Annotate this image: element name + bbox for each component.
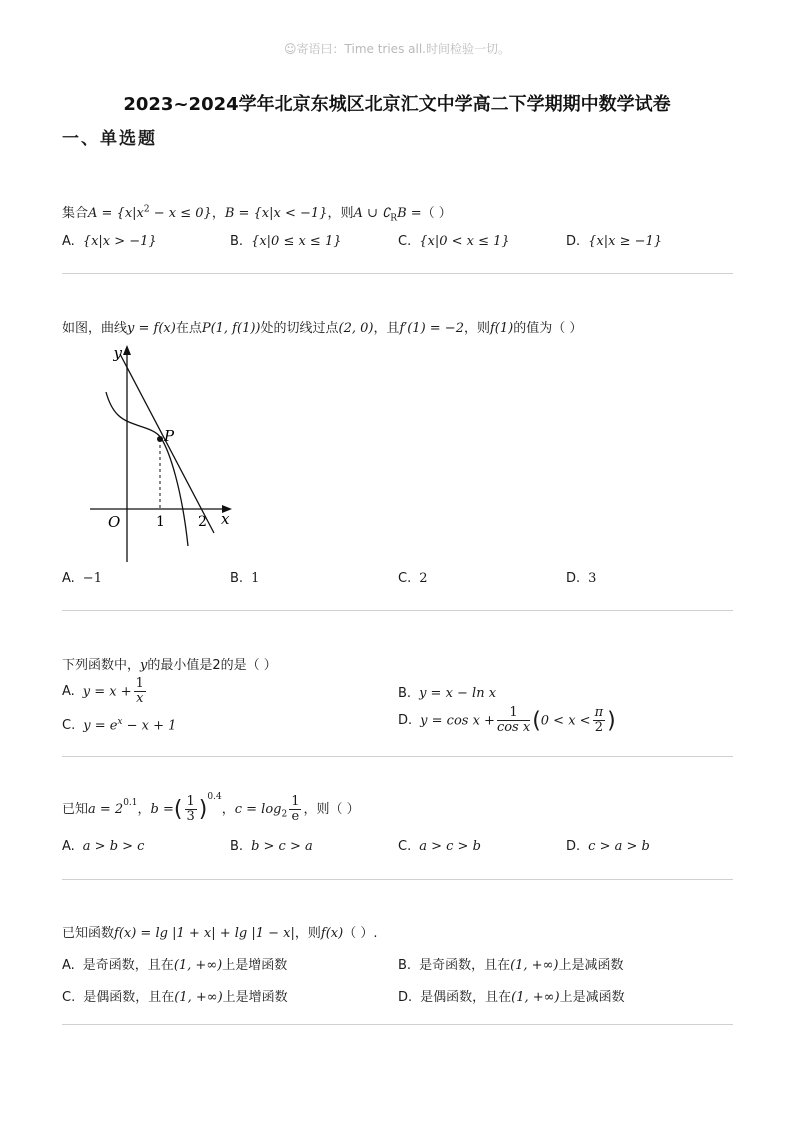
- q1-set-a: [88, 206, 212, 221]
- fraction: [289, 795, 301, 825]
- q2-option-c[interactable]: [398, 571, 428, 586]
- fraction: [185, 795, 197, 825]
- option-math: (1, +∞): [174, 990, 223, 1005]
- q2-math-4: f′(1) = −2: [399, 321, 464, 336]
- q3-math-1: y: [140, 658, 148, 673]
- q4-comma: ，: [221, 802, 235, 817]
- q4-a-exp: 0.1: [123, 798, 138, 808]
- option-text-rest: 上是减函数: [559, 990, 625, 1005]
- q3-text-1: 下列函数中，: [62, 658, 141, 673]
- q5-option-c[interactable]: [62, 986, 288, 1005]
- q3-text-2: 的最小值是2的是（ ）: [147, 658, 277, 673]
- option-text: y = x +: [82, 684, 132, 700]
- fraction: [134, 677, 146, 707]
- question-divider: [62, 273, 733, 274]
- q2-math-3: (2, 0): [338, 321, 374, 336]
- option-label: B.: [230, 234, 244, 249]
- option-label: C.: [398, 571, 412, 586]
- section-heading: 一、单选题: [62, 129, 157, 149]
- q5-text-2: ，则: [294, 926, 321, 941]
- q1-set-b: B = {x|x < −1}: [224, 206, 328, 221]
- question-divider: [62, 756, 733, 757]
- option-text: 3: [588, 571, 597, 586]
- option-label: A.: [62, 839, 75, 854]
- q4-c-base: 2: [281, 809, 288, 820]
- numerator: 1: [186, 793, 195, 809]
- q2-option-b[interactable]: [230, 571, 259, 586]
- q4-option-c[interactable]: [398, 839, 481, 854]
- question-4-stem: 已知$a = 2^{0.1}$，b =( $\frac{1}{3}$ )$^{0.4}$，$c = \log_2$ $\frac{1}{e}$ ，则（ ）: [62, 792, 360, 824]
- q5-math-1: f(x) = lg |1 + x| + lg |1 − x|: [114, 926, 295, 941]
- question-divider: [62, 879, 733, 880]
- q5-option-b[interactable]: [398, 954, 624, 973]
- denominator: x: [136, 691, 144, 707]
- q1-option-a[interactable]: [62, 234, 157, 249]
- option-label: D.: [566, 234, 581, 249]
- q2-option-d[interactable]: [566, 571, 596, 586]
- q2-math-5: f(1): [489, 321, 514, 336]
- condition: 0 < x <: [540, 713, 591, 729]
- q4-b: b =: [150, 802, 174, 817]
- q2-text-4: ，且: [373, 321, 400, 336]
- q2-text-6: 的值为（ ）: [513, 321, 583, 336]
- q1-expr-sub: R: [390, 213, 398, 224]
- numerator: π: [594, 705, 604, 720]
- q1-set-a-exp: 2: [143, 204, 150, 215]
- option-label: C.: [62, 990, 76, 1005]
- option-text: {x|0 ≤ x ≤ 1}: [251, 234, 342, 249]
- option-label: D.: [398, 713, 413, 729]
- q1-expression: [353, 206, 422, 224]
- q2-option-a[interactable]: [62, 571, 102, 586]
- origin-label: O: [108, 513, 121, 531]
- fraction: [497, 706, 530, 736]
- y-axis-arrow: [123, 345, 131, 355]
- option-label: A.: [62, 571, 75, 586]
- q4-option-b[interactable]: [230, 839, 313, 854]
- question-1-stem: [62, 202, 452, 224]
- question-divider: [62, 1024, 733, 1025]
- q2-graph: [84, 340, 244, 570]
- option-math: (1, +∞): [510, 958, 559, 973]
- q1-expr-rest: B =: [397, 206, 422, 221]
- option-text: {x|x ≥ −1}: [588, 234, 663, 249]
- q2-text-2: 在点: [175, 321, 202, 336]
- denominator: 2: [594, 720, 603, 736]
- option-text-rest: 上是增函数: [222, 990, 288, 1005]
- q2-text-3: 处的切线过点: [260, 321, 339, 336]
- p-label: P: [164, 427, 175, 445]
- option-label: B.: [230, 571, 244, 586]
- exponent: x: [117, 717, 123, 727]
- option-label: C.: [62, 718, 76, 734]
- numerator: 1: [497, 706, 530, 721]
- option-text: 是奇函数，且在: [82, 958, 174, 973]
- denominator: cos x: [496, 720, 531, 736]
- q1-mid: ，则: [327, 206, 354, 221]
- q1-sep: ，: [211, 206, 225, 221]
- q2-math-2: P(1, f(1)): [201, 321, 261, 336]
- point-p: [157, 436, 163, 442]
- q5-text-3: （ ）.: [343, 926, 378, 941]
- q2-text-1: 如图，曲线: [62, 321, 128, 336]
- q4-text-1: 已知: [62, 802, 89, 817]
- option-text: 1: [251, 571, 260, 586]
- option-label: D.: [398, 990, 413, 1005]
- option-label: B.: [398, 958, 412, 973]
- q3-option-b[interactable]: [398, 686, 496, 701]
- q4-option-a[interactable]: [62, 839, 144, 854]
- question-divider: [62, 610, 733, 611]
- option-text: y = x − ln x: [419, 686, 497, 701]
- option-text: y = cos x +: [420, 713, 495, 729]
- q5-option-a[interactable]: [62, 954, 287, 973]
- option-label: B.: [398, 686, 412, 701]
- q2-text-5: ，则: [463, 321, 490, 336]
- q1-expr-text: A ∪ ∁: [353, 206, 391, 221]
- option-text: 是奇函数，且在: [419, 958, 511, 973]
- q4-a: a = 2: [88, 802, 124, 817]
- page-title: 2023~2024学年北京东城区北京汇文中学高二下学期期中数学试卷: [123, 94, 671, 115]
- option-label: D.: [566, 839, 581, 854]
- q3-option-c[interactable]: [62, 717, 176, 733]
- q4-tail: ，则（ ）: [303, 802, 360, 817]
- fraction: [593, 706, 606, 736]
- q1-option-d[interactable]: [566, 234, 662, 249]
- option-text: 2: [419, 571, 428, 586]
- watermark: ☺寄语曰：Time tries all.时间检验一切。: [284, 42, 510, 56]
- option-math: (1, +∞): [173, 958, 223, 973]
- q2-math-1: y = f(x): [127, 321, 176, 336]
- q4-option-d[interactable]: [566, 839, 650, 854]
- option-text-rest: − x + 1: [122, 718, 177, 734]
- numerator: 1: [291, 793, 300, 809]
- option-label: C.: [398, 234, 412, 249]
- option-label: D.: [566, 571, 581, 586]
- q1-option-c[interactable]: [398, 234, 510, 249]
- option-math: (1, +∞): [511, 990, 560, 1005]
- q4-b-exp: 0.4: [207, 792, 222, 802]
- option-label: A.: [62, 234, 75, 249]
- question-3-stem: [62, 654, 277, 673]
- q5-text-1: 已知函数: [62, 926, 115, 941]
- option-text: a > c > b: [419, 839, 481, 854]
- q1-option-b[interactable]: [230, 234, 342, 249]
- q5-option-d[interactable]: [398, 986, 625, 1005]
- question-2-stem: [62, 317, 582, 336]
- tick-2-label: 2: [198, 514, 207, 530]
- option-text-rest: 上是增函数: [222, 958, 288, 973]
- option-text: −1: [82, 571, 102, 586]
- y-label: y: [113, 344, 122, 362]
- q1-set-a-text: A = {x|x: [88, 206, 144, 221]
- option-label: A.: [62, 958, 75, 973]
- q1-pre: 集合: [62, 206, 89, 221]
- q5-math-2: f(x): [320, 926, 344, 941]
- tick-1-label: 1: [156, 514, 165, 530]
- option-label: C.: [398, 839, 412, 854]
- denominator: e: [291, 809, 300, 824]
- denominator: 3: [186, 809, 195, 824]
- q1-tail: （ ）: [421, 206, 452, 221]
- option-label: A.: [62, 684, 75, 700]
- option-text: 是偶函数，且在: [83, 990, 175, 1005]
- option-text: {x|0 < x ≤ 1}: [419, 234, 510, 249]
- numerator: 1: [135, 676, 144, 691]
- q3-option-d[interactable]: D. y = cos x + $\frac{1}{\text{cos x}}$ (0 < x < $\frac{\pi}{2}$ ): [398, 705, 616, 736]
- option-text: {x|x > −1}: [82, 234, 157, 249]
- q4-c: c = log: [234, 802, 282, 817]
- q3-option-a[interactable]: [62, 677, 148, 707]
- option-label: B.: [230, 839, 244, 854]
- option-text: y = e: [83, 718, 118, 734]
- option-text-rest: 上是减函数: [558, 958, 624, 973]
- q1-set-a-rest: − x ≤ 0}: [149, 206, 212, 221]
- option-text: a > b > c: [82, 839, 145, 854]
- q4-comma: ，: [137, 802, 151, 817]
- option-text: 是偶函数，且在: [420, 990, 512, 1005]
- option-text: b > c > a: [251, 839, 313, 854]
- x-label: x: [221, 510, 230, 528]
- option-text: c > a > b: [588, 839, 650, 854]
- question-5-stem: [62, 922, 377, 941]
